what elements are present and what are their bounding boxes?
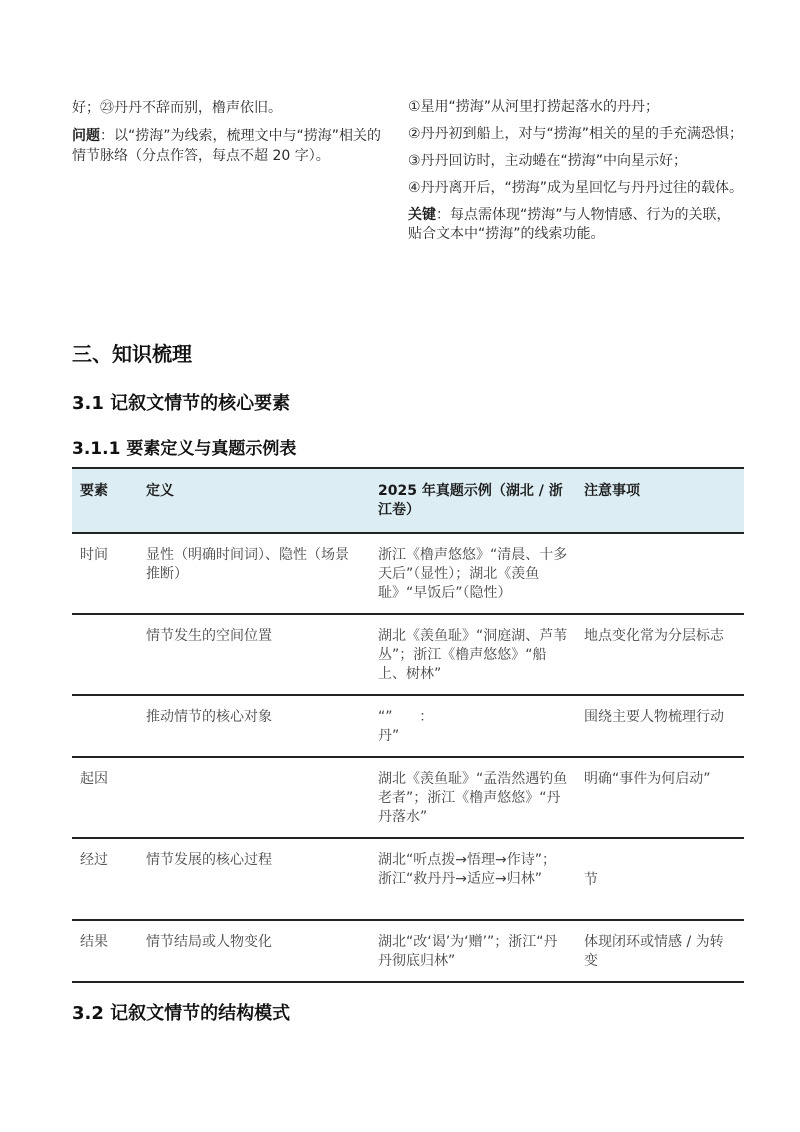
elements-table bbox=[72, 467, 744, 983]
answer-item: ④丹丹离开后，“捞海”成为星回忆与丹丹过往的载体。 bbox=[408, 180, 744, 196]
question bbox=[72, 126, 390, 166]
header-definition: 定义 bbox=[138, 468, 370, 533]
answer-item: ②丹丹初到船上，对与“捞海”相关的星的手充满恐惧； bbox=[408, 126, 744, 142]
key-text: ：每点需体现“捞海”与人物情感、行为的关联，贴合文本中“捞海”的线索功能。 bbox=[408, 207, 731, 242]
table-cell bbox=[72, 695, 138, 757]
table-cell bbox=[576, 533, 744, 614]
header-element: 要素 bbox=[72, 468, 138, 533]
table-cell: 明确“事件为何启动” bbox=[576, 757, 744, 838]
table-cell: 湖北《羡鱼耻》“洞庭湖、芦苇丛”；浙江《橹声悠悠》“船上、树林” bbox=[370, 614, 576, 695]
answer-block bbox=[408, 98, 744, 252]
subsection-heading-3-2: 3.2 记叙文情节的结构模式 bbox=[72, 1003, 291, 1024]
table-row bbox=[72, 695, 744, 757]
table-cell: 节 bbox=[576, 838, 744, 920]
table-cell: 湖北“听点拨→悟理→作诗”；浙江“救丹丹→适应→归林” bbox=[370, 838, 576, 920]
table-cell: “” ： 丹” bbox=[370, 695, 576, 757]
top-section bbox=[72, 98, 744, 298]
table-cell: 结果 bbox=[72, 920, 138, 982]
table-cell: 湖北《羡鱼耻》“孟浩然遇钓鱼老者”；浙江《橹声悠悠》“丹丹落水” bbox=[370, 757, 576, 838]
table-cell bbox=[72, 614, 138, 695]
table-row bbox=[72, 920, 744, 982]
table-cell: 情节发生的空间位置 bbox=[138, 614, 370, 695]
subsection-heading-3-1-1: 3.1.1 要素定义与真题示例表 bbox=[72, 439, 297, 459]
table-cell: 浙江《橹声悠悠》“清晨、十多天后”（显性）；湖北《羡鱼耻》“早饭后”（隐性） bbox=[370, 533, 576, 614]
table-cell: 经过 bbox=[72, 838, 138, 920]
subsection-heading-3-1: 3.1 记叙文情节的核心要素 bbox=[72, 393, 291, 414]
question-label: 问题 bbox=[72, 128, 100, 144]
table-cell: 推动情节的核心对象 bbox=[138, 695, 370, 757]
table-cell: 地点变化常为分层标志 bbox=[576, 614, 744, 695]
table-cell: 体现闭环或情感 / 为转变 bbox=[576, 920, 744, 982]
key-label: 关键 bbox=[408, 207, 436, 223]
question-text: ：以“捞海”为线索，梳理文中与“捞海”相关的情节脉络（分点作答，每点不超 20 字）。 bbox=[72, 128, 382, 164]
table-header-row bbox=[72, 468, 744, 533]
passage-tail: 好；㉓丹丹不辞而别，橹声依旧。 bbox=[72, 100, 282, 116]
table-cell: 情节发展的核心过程 bbox=[138, 838, 370, 920]
answer-item: ③丹丹回访时，主动蜷在“捞海”中向星示好； bbox=[408, 153, 688, 169]
header-example: 2025 年真题示例（湖北 / 浙江卷） bbox=[370, 468, 576, 533]
key-note bbox=[408, 206, 744, 244]
table-row bbox=[72, 614, 744, 695]
table-row bbox=[72, 533, 744, 614]
table-cell: 围绕主要人物梳理行动 bbox=[576, 695, 744, 757]
table-cell: 时间 bbox=[72, 533, 138, 614]
table-cell: 显性（明确时间词）、隐性（场景推断） bbox=[138, 533, 370, 614]
table-cell: 湖北“改‘谒’为‘赠’”；浙江“丹丹彻底归林” bbox=[370, 920, 576, 982]
table-cell bbox=[138, 757, 370, 838]
table-cell: 情节结局或人物变化 bbox=[138, 920, 370, 982]
question-block bbox=[72, 98, 390, 166]
table-cell: 起因 bbox=[72, 757, 138, 838]
answer-item: ①星用“捞海”从河里打捞起落水的丹丹； bbox=[408, 99, 660, 115]
header-notes: 注意事项 bbox=[576, 468, 744, 533]
section-heading: 三、知识梳理 bbox=[72, 342, 192, 366]
table-row bbox=[72, 757, 744, 838]
table-row bbox=[72, 838, 744, 920]
